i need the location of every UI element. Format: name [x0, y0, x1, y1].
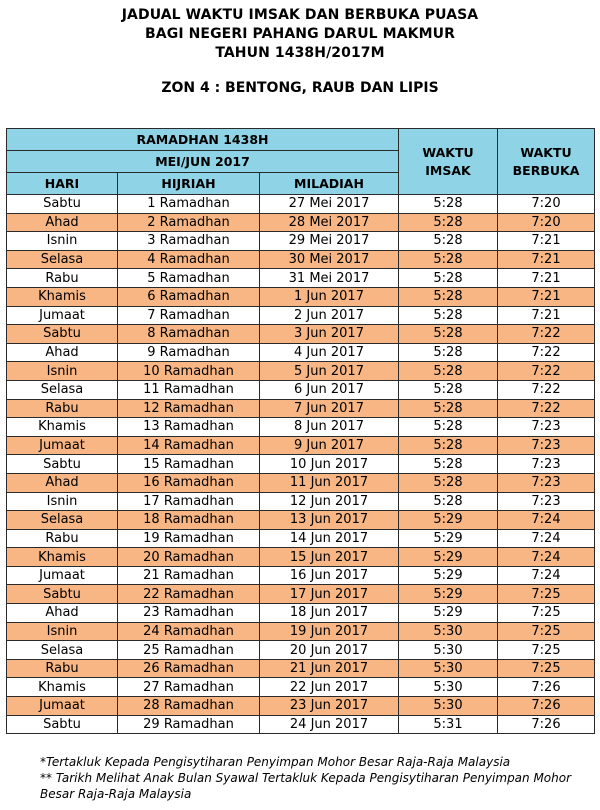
cell-miladiah: 7 Jun 2017	[260, 399, 399, 418]
cell-miladiah: 21 Jun 2017	[260, 659, 399, 678]
footnote-1: *Tertakluk Kepada Pengisytiharan Penyimpan Mohor Besar Raja-Raja Malaysia	[40, 755, 511, 769]
cell-imsak: 5:29	[399, 511, 498, 530]
cell-miladiah: 22 Jun 2017	[260, 678, 399, 697]
table-row	[7, 473, 595, 492]
miladiah-header: MILADIAH	[260, 173, 399, 195]
cell-imsak: 5:30	[399, 697, 498, 716]
table-row	[7, 399, 595, 418]
cell-miladiah: 15 Jun 2017	[260, 548, 399, 567]
table-row	[7, 511, 595, 530]
cell-imsak: 5:30	[399, 641, 498, 660]
title-line-3: TAHUN 1438H/2017M	[215, 45, 385, 61]
table-row	[7, 436, 595, 455]
cell-berbuka: 7:20	[498, 213, 595, 232]
cell-hijriah: 9 Ramadhan	[118, 343, 260, 362]
cell-imsak: 5:28	[399, 250, 498, 269]
cell-hari: Sabtu	[7, 195, 118, 214]
cell-berbuka: 7:25	[498, 622, 595, 641]
cell-imsak: 5:28	[399, 380, 498, 399]
table-row	[7, 585, 595, 604]
imsak-header	[399, 129, 498, 195]
footnotes	[40, 754, 580, 802]
cell-berbuka: 7:26	[498, 678, 595, 697]
cell-imsak: 5:30	[399, 678, 498, 697]
cell-miladiah: 8 Jun 2017	[260, 418, 399, 437]
cell-berbuka: 7:24	[498, 511, 595, 530]
cell-hijriah: 28 Ramadhan	[118, 697, 260, 716]
table-row	[7, 641, 595, 660]
cell-imsak: 5:28	[399, 418, 498, 437]
cell-imsak: 5:28	[399, 455, 498, 474]
cell-hijriah: 2 Ramadhan	[118, 213, 260, 232]
cell-hijriah: 29 Ramadhan	[118, 715, 260, 734]
table-row	[7, 715, 595, 734]
cell-hijriah: 7 Ramadhan	[118, 306, 260, 325]
cell-hari: Rabu	[7, 269, 118, 288]
cell-miladiah: 2 Jun 2017	[260, 306, 399, 325]
table-header	[7, 129, 595, 195]
hijriah-header: HIJRIAH	[118, 173, 260, 195]
cell-hari: Jumaat	[7, 306, 118, 325]
cell-miladiah: 30 Mei 2017	[260, 250, 399, 269]
cell-imsak: 5:29	[399, 548, 498, 567]
cell-imsak: 5:29	[399, 585, 498, 604]
cell-imsak: 5:28	[399, 306, 498, 325]
table-row	[7, 306, 595, 325]
cell-imsak: 5:28	[399, 436, 498, 455]
cell-hijriah: 14 Ramadhan	[118, 436, 260, 455]
cell-imsak: 5:28	[399, 213, 498, 232]
cell-miladiah: 31 Mei 2017	[260, 269, 399, 288]
berbuka-header-line1: WAKTU	[520, 144, 572, 160]
cell-hijriah: 6 Ramadhan	[118, 287, 260, 306]
cell-hijriah: 11 Ramadhan	[118, 380, 260, 399]
cell-imsak: 5:29	[399, 566, 498, 585]
table-row	[7, 622, 595, 641]
cell-imsak: 5:31	[399, 715, 498, 734]
cell-hijriah: 12 Ramadhan	[118, 399, 260, 418]
cell-miladiah: 3 Jun 2017	[260, 325, 399, 344]
cell-berbuka: 7:25	[498, 585, 595, 604]
cell-hijriah: 16 Ramadhan	[118, 473, 260, 492]
cell-miladiah: 5 Jun 2017	[260, 362, 399, 381]
cell-hari: Jumaat	[7, 436, 118, 455]
cell-berbuka: 7:21	[498, 269, 595, 288]
cell-imsak: 5:30	[399, 659, 498, 678]
cell-miladiah: 9 Jun 2017	[260, 436, 399, 455]
table-row	[7, 492, 595, 511]
cell-hijriah: 4 Ramadhan	[118, 250, 260, 269]
cell-hari: Rabu	[7, 399, 118, 418]
table-row	[7, 566, 595, 585]
cell-hijriah: 5 Ramadhan	[118, 269, 260, 288]
cell-hari: Khamis	[7, 287, 118, 306]
cell-hari: Khamis	[7, 678, 118, 697]
table-row	[7, 287, 595, 306]
cell-imsak: 5:30	[399, 622, 498, 641]
title-line-1: JADUAL WAKTU IMSAK DAN BERBUKA PUASA	[121, 7, 479, 23]
cell-berbuka: 7:24	[498, 548, 595, 567]
cell-imsak: 5:28	[399, 362, 498, 381]
table-row	[7, 529, 595, 548]
table-row	[7, 380, 595, 399]
cell-imsak: 5:29	[399, 529, 498, 548]
cell-hari: Isnin	[7, 622, 118, 641]
cell-hijriah: 1 Ramadhan	[118, 195, 260, 214]
cell-miladiah: 11 Jun 2017	[260, 473, 399, 492]
cell-hijriah: 8 Ramadhan	[118, 325, 260, 344]
berbuka-header-line2: BERBUKA	[512, 162, 580, 178]
cell-imsak: 5:28	[399, 473, 498, 492]
cell-hijriah: 13 Ramadhan	[118, 418, 260, 437]
cell-miladiah: 6 Jun 2017	[260, 380, 399, 399]
cell-hari: Sabtu	[7, 715, 118, 734]
cell-miladiah: 18 Jun 2017	[260, 604, 399, 623]
cell-imsak: 5:28	[399, 287, 498, 306]
zone-title: ZON 4 : BENTONG, RAUB DAN LIPIS	[161, 80, 439, 96]
cell-miladiah: 23 Jun 2017	[260, 697, 399, 716]
cell-berbuka: 7:21	[498, 232, 595, 251]
cell-miladiah: 29 Mei 2017	[260, 232, 399, 251]
cell-berbuka: 7:25	[498, 604, 595, 623]
imsak-header-line1: WAKTU	[422, 144, 474, 160]
cell-miladiah: 28 Mei 2017	[260, 213, 399, 232]
cell-berbuka: 7:22	[498, 325, 595, 344]
cell-hijriah: 25 Ramadhan	[118, 641, 260, 660]
document-header	[0, 0, 600, 98]
cell-hijriah: 3 Ramadhan	[118, 232, 260, 251]
cell-miladiah: 10 Jun 2017	[260, 455, 399, 474]
cell-hijriah: 20 Ramadhan	[118, 548, 260, 567]
cell-miladiah: 16 Jun 2017	[260, 566, 399, 585]
cell-miladiah: 17 Jun 2017	[260, 585, 399, 604]
cell-hari: Isnin	[7, 492, 118, 511]
cell-miladiah: 4 Jun 2017	[260, 343, 399, 362]
cell-miladiah: 14 Jun 2017	[260, 529, 399, 548]
table-row	[7, 659, 595, 678]
month-hijri-header: RAMADHAN 1438H	[7, 129, 399, 151]
cell-miladiah: 27 Mei 2017	[260, 195, 399, 214]
cell-hijriah: 24 Ramadhan	[118, 622, 260, 641]
cell-hijriah: 23 Ramadhan	[118, 604, 260, 623]
cell-hari: Selasa	[7, 641, 118, 660]
cell-hijriah: 27 Ramadhan	[118, 678, 260, 697]
cell-hari: Sabtu	[7, 455, 118, 474]
cell-hari: Sabtu	[7, 585, 118, 604]
imsak-header-line2: IMSAK	[425, 162, 471, 178]
cell-berbuka: 7:22	[498, 399, 595, 418]
cell-hijriah: 22 Ramadhan	[118, 585, 260, 604]
table-row	[7, 343, 595, 362]
cell-berbuka: 7:21	[498, 287, 595, 306]
cell-berbuka: 7:24	[498, 566, 595, 585]
cell-hijriah: 17 Ramadhan	[118, 492, 260, 511]
cell-miladiah: 12 Jun 2017	[260, 492, 399, 511]
table-row	[7, 604, 595, 623]
title-line-2: BAGI NEGERI PAHANG DARUL MAKMUR	[145, 26, 455, 42]
cell-berbuka: 7:26	[498, 715, 595, 734]
cell-imsak: 5:28	[399, 399, 498, 418]
cell-miladiah: 20 Jun 2017	[260, 641, 399, 660]
cell-berbuka: 7:22	[498, 380, 595, 399]
cell-hari: Jumaat	[7, 697, 118, 716]
table-row	[7, 418, 595, 437]
table-row	[7, 232, 595, 251]
cell-berbuka: 7:20	[498, 195, 595, 214]
cell-berbuka: 7:22	[498, 343, 595, 362]
cell-hijriah: 26 Ramadhan	[118, 659, 260, 678]
month-greg-header: MEI/JUN 2017	[7, 151, 399, 173]
table-row	[7, 362, 595, 381]
cell-berbuka: 7:23	[498, 492, 595, 511]
cell-miladiah: 13 Jun 2017	[260, 511, 399, 530]
table-body	[7, 195, 595, 734]
cell-berbuka: 7:25	[498, 659, 595, 678]
cell-imsak: 5:28	[399, 343, 498, 362]
cell-berbuka: 7:26	[498, 697, 595, 716]
cell-hari: Rabu	[7, 659, 118, 678]
cell-hari: Isnin	[7, 232, 118, 251]
table-row	[7, 325, 595, 344]
cell-hijriah: 21 Ramadhan	[118, 566, 260, 585]
cell-berbuka: 7:23	[498, 455, 595, 474]
cell-hari: Ahad	[7, 343, 118, 362]
cell-hari: Khamis	[7, 548, 118, 567]
footnote-2: ** Tarikh Melihat Anak Bulan Syawal Tertakluk Kepada Pengisytiharan Penyimpan Mohor Besar Raja-Raja Malaysia	[40, 771, 572, 801]
cell-imsak: 5:28	[399, 492, 498, 511]
cell-hari: Isnin	[7, 362, 118, 381]
cell-hari: Ahad	[7, 213, 118, 232]
cell-hari: Sabtu	[7, 325, 118, 344]
cell-berbuka: 7:23	[498, 436, 595, 455]
cell-hijriah: 18 Ramadhan	[118, 511, 260, 530]
cell-miladiah: 19 Jun 2017	[260, 622, 399, 641]
cell-hijriah: 10 Ramadhan	[118, 362, 260, 381]
cell-berbuka: 7:23	[498, 473, 595, 492]
cell-imsak: 5:28	[399, 232, 498, 251]
cell-miladiah: 1 Jun 2017	[260, 287, 399, 306]
cell-berbuka: 7:22	[498, 362, 595, 381]
cell-miladiah: 24 Jun 2017	[260, 715, 399, 734]
table-row	[7, 213, 595, 232]
cell-hari: Selasa	[7, 250, 118, 269]
cell-hijriah: 19 Ramadhan	[118, 529, 260, 548]
cell-hari: Khamis	[7, 418, 118, 437]
cell-hari: Rabu	[7, 529, 118, 548]
table-row	[7, 455, 595, 474]
schedule-table	[6, 128, 595, 734]
table-row	[7, 548, 595, 567]
cell-berbuka: 7:25	[498, 641, 595, 660]
cell-berbuka: 7:21	[498, 306, 595, 325]
berbuka-header	[498, 129, 595, 195]
cell-hari: Jumaat	[7, 566, 118, 585]
cell-imsak: 5:28	[399, 269, 498, 288]
cell-hari: Ahad	[7, 473, 118, 492]
cell-hari: Selasa	[7, 511, 118, 530]
cell-imsak: 5:28	[399, 195, 498, 214]
cell-hari: Ahad	[7, 604, 118, 623]
cell-hijriah: 15 Ramadhan	[118, 455, 260, 474]
table-row	[7, 195, 595, 214]
table-row	[7, 269, 595, 288]
cell-berbuka: 7:24	[498, 529, 595, 548]
table-row	[7, 250, 595, 269]
cell-imsak: 5:28	[399, 325, 498, 344]
cell-imsak: 5:29	[399, 604, 498, 623]
cell-hari: Selasa	[7, 380, 118, 399]
table-row	[7, 678, 595, 697]
cell-berbuka: 7:23	[498, 418, 595, 437]
table-row	[7, 697, 595, 716]
cell-berbuka: 7:21	[498, 250, 595, 269]
hari-header: HARI	[7, 173, 118, 195]
